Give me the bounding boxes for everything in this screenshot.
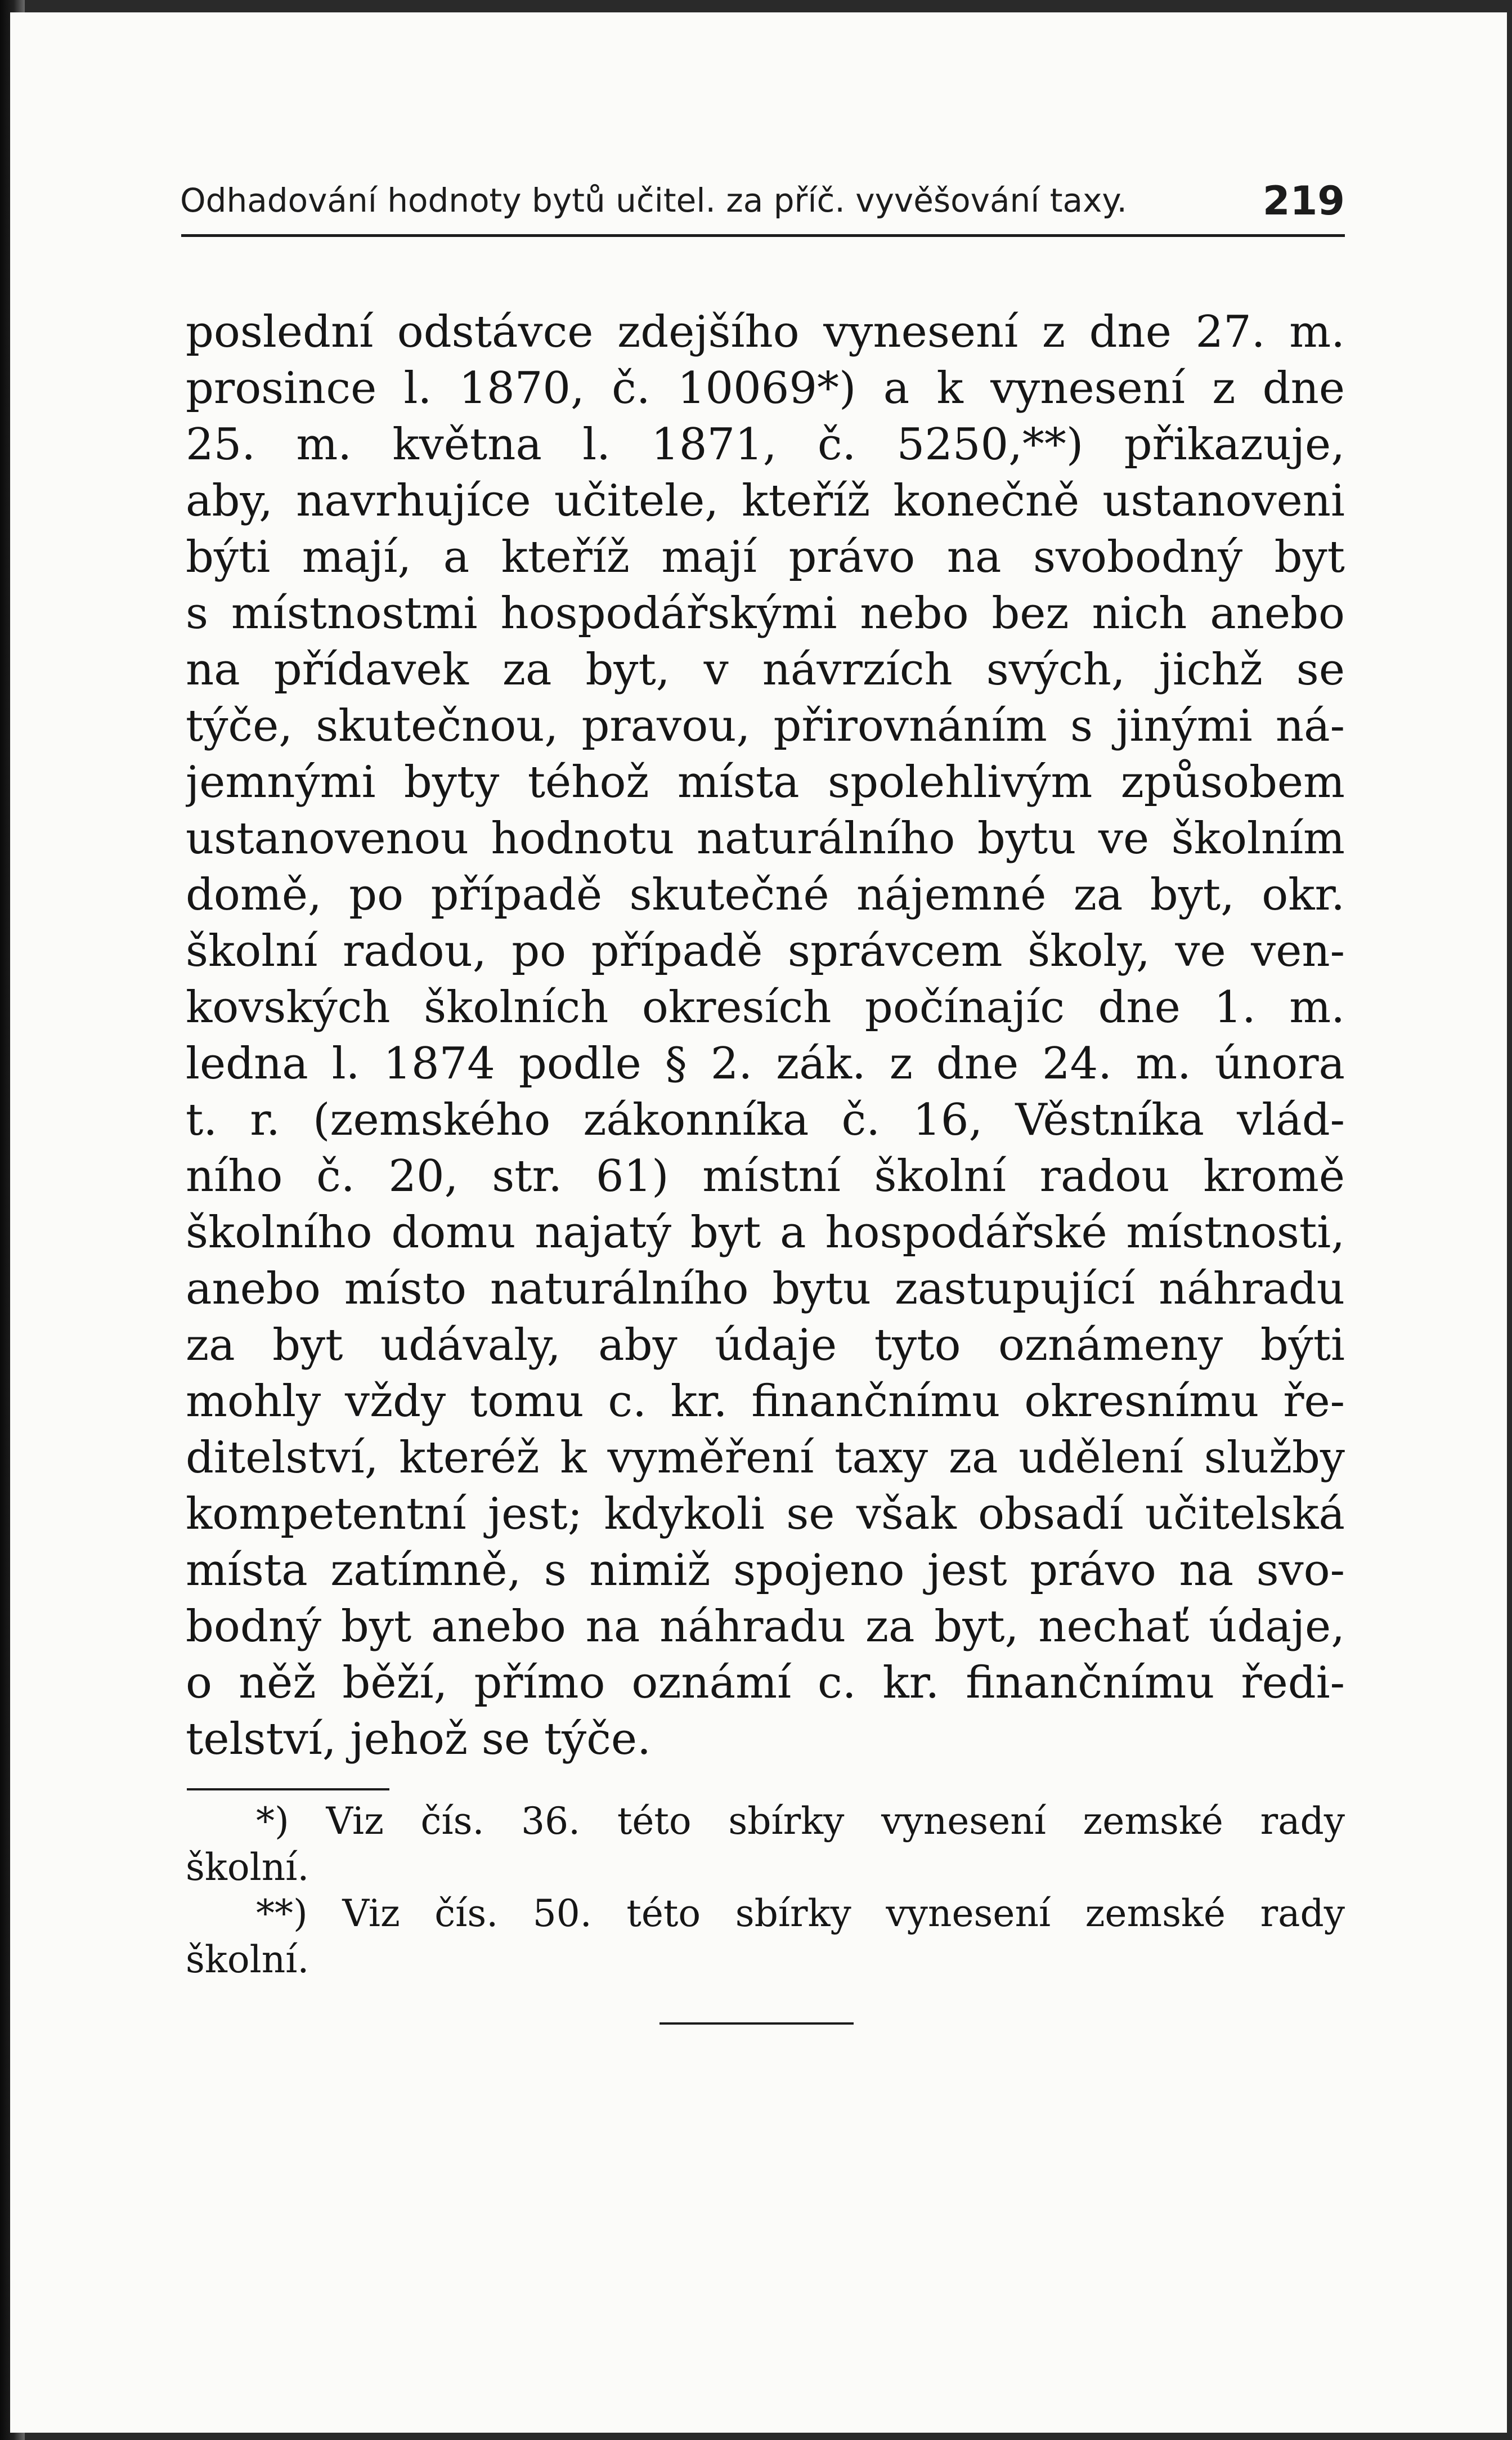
text-line: kompetentní jest; kdykoli se však obsadí učitelská <box>186 1489 1345 1539</box>
text-line: poslední odstávce zdejšího vynesení z dne 27. m. <box>186 307 1345 357</box>
text-line: s místnostmi hospodářskými nebo bez nich anebo <box>186 588 1345 639</box>
footnote-2-continuation: školní. <box>186 1938 309 1981</box>
footnote-1-continuation: školní. <box>186 1846 309 1889</box>
text-line: 25. m. května l. 1871, č. 5250,**) přikazuje, <box>186 419 1345 470</box>
text-line: ního č. 20, str. 61) místní školní radou kromě <box>186 1151 1345 1202</box>
text-line: aby, navrhujíce učitele, kteříž konečně ustanoveni <box>186 476 1345 526</box>
text-line: jemnými byty téhož místa spolehlivým způsobem <box>186 757 1345 808</box>
text-line: školního domu najatý byt a hospodářské místnosti, <box>186 1207 1345 1258</box>
text-line: domě, po případě skutečné nájemné za byt, okr. <box>186 870 1345 920</box>
text-line: školní radou, po případě správcem školy, ve ven- <box>186 926 1345 977</box>
text-line: býti mají, a kteříž mají právo na svobodný byt <box>186 532 1345 583</box>
text-line: místa zatímně, s nimiž spojeno jest právo na svo- <box>186 1545 1345 1596</box>
text-line: mohly vždy tomu c. kr. finančnímu okresnímu ře- <box>186 1376 1345 1427</box>
page-number: 219 <box>1262 178 1345 224</box>
text-line: na přídavek za byt, v návrzích svých, jichž se <box>186 644 1345 695</box>
footnote-rule <box>187 1788 389 1790</box>
text-line: o něž běží, přímo oznámí c. kr. finančnímu ředi- <box>186 1658 1345 1708</box>
text-line: bodný byt anebo na náhradu za byt, nechať údaje, <box>186 1601 1345 1652</box>
end-rule <box>659 2022 854 2025</box>
text-line: ledna l. 1874 podle § 2. zák. z dne 24. m. února <box>186 1038 1345 1089</box>
footnote-1: *) Viz čís. 36. této sbírky vynesení zemské rady <box>256 1799 1345 1843</box>
text-line: kovských školních okresích počínajíc dne 1. m. <box>186 982 1345 1033</box>
text-line: týče, skutečnou, pravou, přirovnáním s jinými ná- <box>186 701 1345 751</box>
text-line-last: telství, jehož se týče. <box>186 1714 651 1765</box>
footnote-2: **) Viz čís. 50. této sbírky vynesení zemské rady <box>256 1892 1345 1935</box>
text-line: za byt udávaly, aby údaje tyto oznámeny býti <box>186 1320 1345 1371</box>
text-line: ditelství, kteréž k vyměření taxy za udělení služby <box>186 1432 1345 1483</box>
text-line: prosince l. 1870, č. 10069*) a k vynesení z dne <box>186 363 1345 414</box>
footnotes <box>186 1798 1345 1983</box>
header-title: Odhadování hodnoty bytů učitel. za příč. vyvěšování taxy. <box>180 181 1127 220</box>
text-line: anebo místo naturálního bytu zastupující náhradu <box>186 1264 1345 1314</box>
header-rule <box>181 234 1345 237</box>
body-paragraph <box>186 304 1345 1767</box>
text-line: t. r. (zemského zákonníka č. 16, Věstníka vlád- <box>186 1095 1345 1145</box>
text-line: ustanovenou hodnotu naturálního bytu ve školním <box>186 813 1345 864</box>
running-header <box>180 170 1345 232</box>
